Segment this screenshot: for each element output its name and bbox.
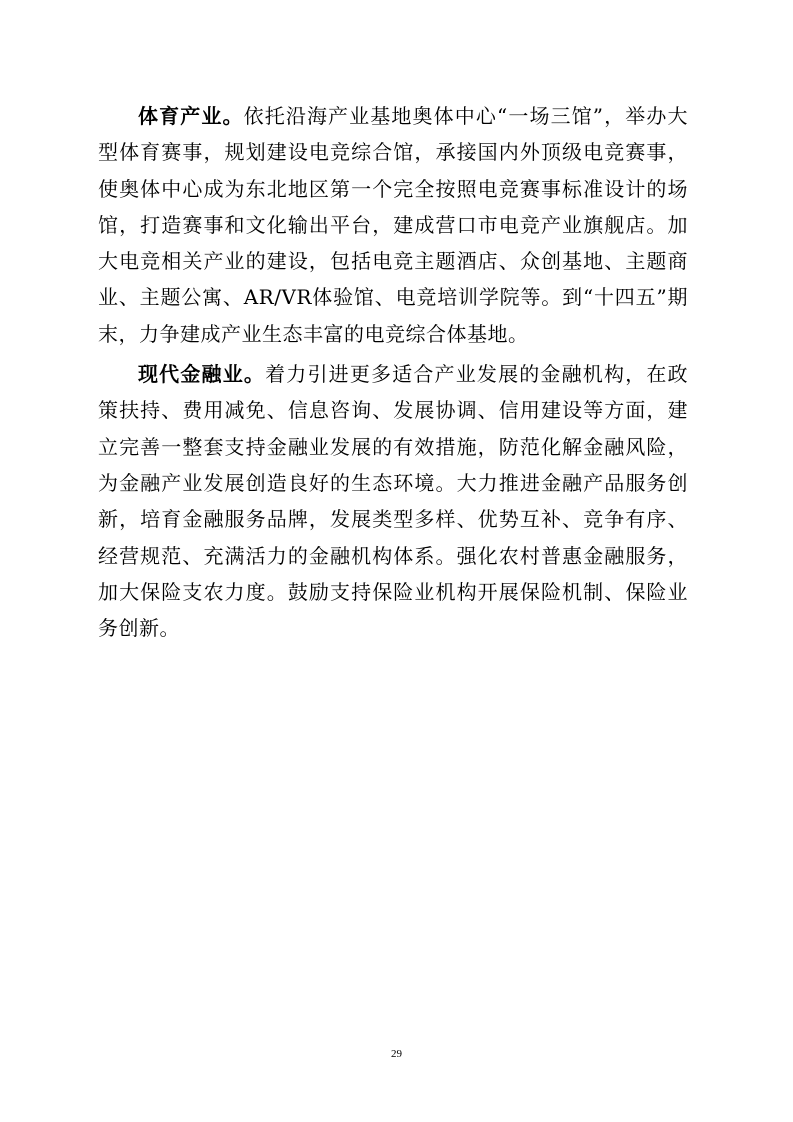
paragraph-text: 着力引进更多适合产业发展的金融机构，在政策扶持、费用减免、信息咨询、发展协调、信用建设等方面，建立完善一整套支持金融业发展的有效措施，防范化解金融风险，为金融产业发展创造良好的生态环境。大力推进金融产品服务创新，培育金融服务品牌，发展类型多样、优势互补、竞争有序、经营规范、充满活力的金融机构体系。强化农村普惠金融服务，加大保险支农力度。鼓励支持保险业机构开展保险机制、保险业务创新。 (98, 362, 689, 641)
body-text (98, 98, 688, 650)
paragraph-modern-finance (98, 356, 688, 646)
page-number: 29 (391, 1048, 402, 1060)
paragraph-heading: 体育产业。 (138, 104, 244, 128)
paragraph-heading: 现代金融业。 (138, 362, 266, 387)
paragraph-text: 依托沿海产业基地奥体中心“一场三馆”，举办大型体育赛事，规划建设电竞综合馆，承接国内外顶级电竞赛事，使奥体中心成为东北地区第一个完全按照电竞赛事标准设计的场馆，打造赛事和文化输出平台，建成营口市电竞产业旗舰店。加大电竞相关产业的建设，包括电竞主题酒店、众创基地、主题商业、主题公寓、AR/VR体验馆、电竞培训学院等。到“十四五”期末，力争建成产业生态丰富的电竞综合体基地。 (98, 104, 689, 346)
paragraph-sports-industry (98, 98, 688, 352)
